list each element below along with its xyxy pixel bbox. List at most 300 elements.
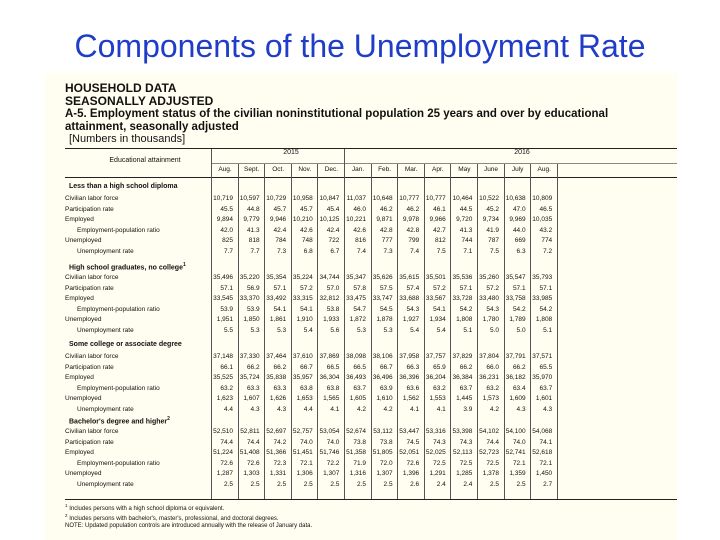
table-cell: 5.1 [463, 326, 473, 334]
row-label: Employment-population ratio [77, 305, 160, 313]
column-divider [557, 164, 558, 499]
table-cell: 37,869 [319, 353, 340, 360]
table-cell: 51,366 [266, 449, 287, 456]
table-cell: 748 [301, 237, 313, 244]
table-cell: 66.2 [246, 363, 260, 371]
table-cell: 57.1 [273, 284, 287, 292]
table-cell: 33,480 [479, 295, 499, 302]
table-cell: 42.4 [273, 226, 287, 234]
table-cell: 10,719 [213, 195, 233, 202]
table-cell: 45.2 [486, 205, 499, 213]
table-cell: 54.7 [353, 305, 366, 313]
table-cell: 1,910 [296, 316, 313, 323]
row-label: Employed [65, 449, 94, 456]
table-cell: 52,113 [452, 449, 473, 456]
table-cell: 799 [408, 237, 420, 244]
table-cell: 5.1 [543, 326, 553, 334]
table-cell: 35,354 [266, 274, 287, 281]
table-cell: 54.2 [459, 305, 473, 313]
footnote-marker: 1 [182, 262, 186, 268]
table-cell: 6.8 [303, 247, 313, 255]
table-cell: 5.0 [489, 326, 499, 334]
table-cell: 66.2 [273, 363, 287, 371]
table-cell: 57.4 [406, 284, 420, 292]
row-label: Civilian labor force [65, 274, 119, 281]
table-cell: 33,747 [372, 295, 393, 302]
table-cell: 43.2 [539, 226, 553, 234]
row-label: Employed [65, 374, 94, 381]
table-cell: 74.3 [433, 438, 446, 446]
table-cell: 1,565 [323, 395, 340, 402]
table-cell: 37,610 [292, 353, 313, 360]
table-cell: 2.6 [410, 480, 420, 488]
table-cell: 1,307 [323, 470, 340, 477]
table-cell: 63.8 [326, 384, 340, 392]
table-cell: 63.2 [486, 384, 499, 392]
footnote-text: Includes persons with bachelor's, master's, professional, and doctoral degrees. [69, 516, 279, 522]
row-label: Participation rate [65, 284, 114, 292]
table-cell: 1,287 [216, 470, 233, 477]
heading-seasonally-adjusted: SEASONALLY ADJUSTED [65, 94, 214, 108]
table-cell: 5.0 [516, 326, 526, 334]
table-cell: 46.0 [353, 205, 366, 213]
table-cell: 1,927 [402, 316, 420, 323]
table-cell: 57.2 [486, 284, 499, 292]
table-cell: 72.6 [220, 459, 233, 467]
table-cell: 74.0 [326, 438, 340, 446]
table-cell: 54.5 [379, 305, 393, 313]
table-cell: 36,231 [479, 374, 499, 381]
table-cell: 5.3 [250, 326, 260, 334]
table-cell: 36,496 [372, 374, 393, 381]
table-cell: 73.8 [379, 438, 393, 446]
table-cell: 4.2 [383, 405, 393, 413]
table-cell: 10,847 [319, 195, 340, 202]
table-cell: 63.4 [512, 384, 526, 392]
table-cell: 10,809 [532, 195, 553, 202]
table-cell: 9,946 [269, 216, 287, 223]
table-cell: 1,573 [482, 395, 499, 402]
table-cell: 10,210 [292, 216, 313, 223]
year-2015: 2015 [283, 149, 299, 156]
table-cell: 41.3 [459, 226, 473, 234]
table-cell: 2.5 [356, 480, 366, 488]
row-label: Employed [65, 216, 94, 223]
table-cell: 33,475 [346, 295, 366, 302]
table-cell: 51,746 [319, 449, 340, 456]
table-cell: 66.7 [379, 363, 393, 371]
section-title-text: Bachelor's degree and higher [69, 418, 168, 426]
footnote-marker: 1 [65, 503, 68, 508]
table-cell: 35,347 [346, 274, 366, 281]
table-cell: 35,525 [213, 374, 233, 381]
year-rule [211, 163, 677, 164]
table-cell: 1,872 [349, 316, 366, 323]
table-cell: 10,035 [532, 216, 553, 223]
table-cell: 53,447 [399, 428, 420, 435]
table-cell: 10,729 [266, 195, 287, 202]
table-cell: 52,510 [213, 428, 233, 435]
table-cell: 2.4 [436, 480, 446, 488]
table-cell: 35,536 [452, 274, 473, 281]
table-cell: 44.8 [246, 205, 260, 213]
table-cell: 35,260 [479, 274, 499, 281]
table-cell: 35,793 [532, 274, 553, 281]
table-cell: 63.2 [220, 384, 233, 392]
table-cell: 3.9 [463, 405, 473, 413]
table-cell: 9,978 [402, 216, 420, 223]
table-cell: 35,626 [372, 274, 393, 281]
table-cell: 1,610 [376, 395, 393, 402]
table-cell: 41.9 [486, 226, 499, 234]
table-cell: 37,804 [479, 353, 499, 360]
table-cell: 42.6 [353, 226, 366, 234]
table-cell: 7.4 [410, 247, 420, 255]
row-label: Unemployed [65, 316, 102, 323]
table-cell: 63.7 [539, 384, 553, 392]
heading-household-data: HOUSEHOLD DATA [65, 81, 177, 95]
table-cell: 57.1 [220, 284, 233, 292]
table-cell: 7.5 [489, 247, 499, 255]
table-cell: 2.5 [303, 480, 313, 488]
table-cell: 53,398 [452, 428, 473, 435]
table-cell: 10,522 [479, 195, 499, 202]
year-2016: 2016 [514, 149, 530, 156]
table-cell: 9,871 [376, 216, 393, 223]
table-cell: 74.1 [539, 438, 553, 446]
table-cell: 42.6 [300, 226, 313, 234]
table-cell: 2.5 [489, 480, 499, 488]
table-cell: 1,808 [535, 316, 553, 323]
table-cell: 52,697 [266, 428, 287, 435]
table-cell: 35,496 [213, 274, 233, 281]
table-cell: 72.5 [486, 459, 499, 467]
table-cell: 34,744 [319, 274, 340, 281]
table-cell: 1,359 [509, 470, 526, 477]
table-cell: 42.8 [379, 226, 393, 234]
table-cell: 1,378 [482, 470, 499, 477]
table-cell: 4.1 [436, 405, 446, 413]
table-cell: 54.3 [406, 305, 420, 313]
table-cell: 1,789 [509, 316, 526, 323]
table-cell: 818 [248, 237, 260, 244]
table-cell: 5.3 [356, 326, 366, 334]
table-cell: 5.4 [410, 326, 420, 334]
table-cell: 52,811 [240, 428, 260, 435]
table-cell: 57.5 [379, 284, 393, 292]
table-cell: 37,791 [505, 353, 526, 360]
table-cell: 7.3 [277, 247, 287, 255]
row-label: Unemployed [65, 470, 102, 477]
table-cell: 56.9 [246, 284, 260, 292]
table-cell: 63.7 [353, 384, 366, 392]
table-cell: 53.9 [220, 305, 233, 313]
table-cell: 10,638 [505, 195, 526, 202]
table-cell: 63.2 [433, 384, 446, 392]
table-cell: 74.3 [459, 438, 473, 446]
table-cell: 669 [514, 237, 526, 244]
row-label: Participation rate [65, 438, 114, 446]
table-cell: 7.7 [250, 247, 260, 255]
table-cell: 35,970 [532, 374, 553, 381]
table-cell: 2.5 [250, 480, 260, 488]
table-cell: 72.6 [406, 459, 420, 467]
table-cell: 33,370 [239, 295, 260, 302]
row-label: Unemployed [65, 395, 102, 402]
table-cell: 1,307 [376, 470, 393, 477]
table-cell: 51,451 [292, 449, 313, 456]
table-cell: 10,777 [425, 195, 446, 202]
table-cell: 42.8 [406, 226, 420, 234]
table-cell: 52,741 [505, 449, 526, 456]
table-units-note: [Numbers in thousands] [69, 133, 186, 145]
table-cell: 46.1 [433, 205, 446, 213]
table-cell: 5.5 [223, 326, 233, 334]
table-cell: 1,562 [402, 395, 420, 402]
table-cell: 2.5 [277, 480, 287, 488]
table-cell: 37,464 [266, 353, 287, 360]
table-cell: 36,182 [505, 374, 526, 381]
table-cell: 37,829 [452, 353, 473, 360]
table-cell: 53.9 [246, 305, 260, 313]
table-cell: 33,567 [425, 295, 446, 302]
table-cell: 54.1 [300, 305, 313, 313]
table-cell: 10,464 [452, 195, 473, 202]
table-cell: 1,653 [296, 395, 313, 402]
table-cell: 774 [541, 237, 553, 244]
table-cell: 7.5 [436, 247, 446, 255]
section-title-text: High school graduates, no college [69, 264, 183, 272]
table-cell: 52,025 [425, 449, 446, 456]
footnote-marker: 2 [65, 513, 68, 518]
table-cell: 35,838 [266, 374, 287, 381]
table-cell: 47.0 [512, 205, 526, 213]
table-cell: 74.0 [512, 438, 526, 446]
table-cell: 35,724 [239, 374, 260, 381]
table-cell: 66.0 [486, 363, 499, 371]
row-label: Unemployment rate [77, 480, 134, 488]
row-label: Unemployment rate [77, 326, 134, 334]
table-cell: 63.7 [459, 384, 473, 392]
table-cell: 9,734 [482, 216, 499, 223]
table-cell: 4.3 [516, 405, 526, 413]
table-cell: 1,291 [429, 470, 446, 477]
table-cell: 36,304 [319, 374, 340, 381]
table-cell: 45.7 [300, 205, 313, 213]
table-cell: 784 [275, 237, 287, 244]
table-cell: 1,331 [269, 470, 287, 477]
table-cell: 35,224 [292, 274, 313, 281]
table-cell: 722 [328, 237, 340, 244]
table-cell: 65.9 [433, 363, 446, 371]
table-cell: 51,358 [346, 449, 366, 456]
table-cell: 4.3 [250, 405, 260, 413]
table-cell: 1,951 [216, 316, 233, 323]
table-cell: 1,450 [535, 470, 553, 477]
table-cell: 72.6 [246, 459, 260, 467]
table-cell: 33,985 [532, 295, 553, 302]
slide-title: Components of the Unemployment Rate [74, 28, 646, 64]
table-cell: 5.4 [303, 326, 313, 334]
table-cell: 42.0 [220, 226, 233, 234]
table-cell: 10,648 [372, 195, 393, 202]
table-cell: 36,493 [346, 374, 366, 381]
table-cell: 37,571 [532, 353, 553, 360]
table-cell: 1,607 [243, 395, 260, 402]
table-cell: 1,878 [376, 316, 393, 323]
row-label: Employed [65, 295, 94, 302]
table-cell: 744 [461, 237, 473, 244]
table-cell: 53,054 [319, 428, 340, 435]
table-cell: 52,757 [292, 428, 313, 435]
table-cell: 9,720 [456, 216, 473, 223]
table-cell: 74.2 [273, 438, 287, 446]
table-cell: 35,547 [505, 274, 526, 281]
table-cell: 7.4 [356, 247, 366, 255]
table-cell: 5.3 [277, 326, 287, 334]
table-cell: 32,812 [319, 295, 340, 302]
table-cell: 57.1 [459, 284, 473, 292]
table-cell: 2.4 [463, 480, 473, 488]
table-cell: 6.7 [330, 247, 340, 255]
table-cell: 63.9 [379, 384, 393, 392]
table-cell: 7.7 [223, 247, 233, 255]
table-cell: 35,615 [399, 274, 420, 281]
table-cell: 74.5 [406, 438, 420, 446]
table-cell: 72.1 [539, 459, 553, 467]
row-label: Civilian labor force [65, 428, 119, 435]
table-cell: 42.7 [433, 226, 446, 234]
table-cell: 1,303 [243, 470, 260, 477]
table-title: A-5. Employment status of the civilian noninstitutional population 25 years and over by educational attainment, seasonally adjusted [65, 108, 609, 133]
table-cell: 46.2 [406, 205, 420, 213]
table-cell: 72.3 [273, 459, 287, 467]
footnote-marker: 2 [167, 416, 170, 422]
table-cell: 33,758 [505, 295, 526, 302]
table-cell: 2.5 [383, 480, 393, 488]
attainment-header: Educational attainment [109, 157, 181, 164]
table-cell: 57.1 [539, 284, 553, 292]
table-cell: 54,100 [505, 428, 526, 435]
table-cell: 1,285 [456, 470, 473, 477]
table-cell: 38,106 [372, 353, 393, 360]
table-cell: 53,112 [373, 428, 393, 435]
table-cell: 72.1 [300, 459, 313, 467]
table-cell: 7.1 [463, 247, 473, 255]
row-label: Employment-population ratio [77, 384, 160, 392]
table-cell: 54.3 [486, 305, 499, 313]
row-label: Unemployment rate [77, 405, 134, 413]
section-title-text: Less than a high school diploma [69, 183, 178, 190]
table-cell: 10,597 [239, 195, 260, 202]
table-cell: 1,396 [402, 470, 420, 477]
table-cell: 9,969 [509, 216, 526, 223]
table-cell: 72.5 [433, 459, 446, 467]
table-cell: 4.3 [277, 405, 287, 413]
table-cell: 5.3 [383, 326, 393, 334]
table-cell: 66.1 [220, 363, 233, 371]
table-cell: 52,618 [532, 449, 553, 456]
table-cell: 66.5 [353, 363, 366, 371]
table-cell: 33,492 [266, 295, 287, 302]
table-cell: 2.5 [223, 480, 233, 488]
table-cell: 9,894 [216, 216, 233, 223]
table-cell: 35,220 [239, 274, 260, 281]
table-cell: 36,396 [399, 374, 420, 381]
table-cell: 52,723 [479, 449, 499, 456]
table-cell: 10,125 [319, 216, 340, 223]
table-cell: 9,779 [243, 216, 260, 223]
row-label: Employment-population ratio [77, 226, 160, 234]
row-label: Participation rate [65, 205, 114, 213]
month-header: Feb. [378, 166, 392, 173]
table-cell: 74.4 [486, 438, 499, 446]
table-cell: 53,316 [425, 428, 446, 435]
table-cell: 63.3 [273, 384, 287, 392]
table-cell: 1,933 [323, 316, 340, 323]
table-cell: 1,850 [243, 316, 260, 323]
month-header: Oct. [272, 166, 285, 173]
table-cell: 7.2 [543, 247, 553, 255]
table-cell: 54.1 [273, 305, 287, 313]
table-cell: 11,037 [346, 195, 366, 202]
table-cell: 44.5 [459, 205, 473, 213]
footnote-text: Includes persons with a high school diploma or equivalent. [69, 506, 225, 512]
table-cell: 57.1 [512, 284, 526, 292]
month-header: Dec. [324, 166, 339, 173]
table-cell: 38,098 [346, 353, 366, 360]
table-cell: 1,934 [429, 316, 446, 323]
table-cell: 4.2 [356, 405, 366, 413]
table-cell: 51,408 [239, 449, 260, 456]
table-cell: 1,623 [216, 395, 233, 402]
month-header: May [458, 166, 471, 173]
table-cell: 1,316 [349, 470, 366, 477]
table-cell: 5.4 [436, 326, 446, 334]
section-title [69, 262, 186, 271]
table-cell: 1,601 [535, 395, 553, 402]
month-header: Mar. [404, 166, 418, 173]
table-cell: 54.1 [433, 305, 446, 313]
row-label: Participation rate [65, 363, 114, 371]
table-cell: 5.6 [330, 326, 340, 334]
table-cell: 2.5 [330, 480, 340, 488]
table-cell: 7.3 [383, 247, 393, 255]
table-note: NOTE: Updated population controls are introduced annually with the release of January data. [65, 523, 313, 529]
table-cell: 72.0 [379, 459, 393, 467]
table-cell: 52,674 [346, 428, 366, 435]
table-cell: 57.0 [326, 284, 340, 292]
month-header: Aug. [537, 166, 551, 173]
table-cell: 54,102 [479, 428, 499, 435]
table-cell: 51,805 [372, 449, 393, 456]
table-cell: 37,958 [399, 353, 420, 360]
table-cell: 74.0 [300, 438, 313, 446]
table-cell: 63.6 [406, 384, 420, 392]
row-label: Unemployment rate [77, 247, 134, 255]
table-cell: 37,148 [213, 353, 233, 360]
table-cell: 4.4 [223, 405, 233, 413]
table-cell: 35,957 [292, 374, 313, 381]
table-cell: 71.9 [353, 459, 366, 467]
table-cell: 36,384 [452, 374, 473, 381]
table-cell: 57.2 [300, 284, 313, 292]
table-cell: 825 [222, 237, 233, 244]
table-cell: 45.4 [326, 205, 340, 213]
table-cell: 45.5 [220, 205, 233, 213]
table-cell: 787 [488, 237, 499, 244]
table-cell: 66.2 [512, 363, 526, 371]
